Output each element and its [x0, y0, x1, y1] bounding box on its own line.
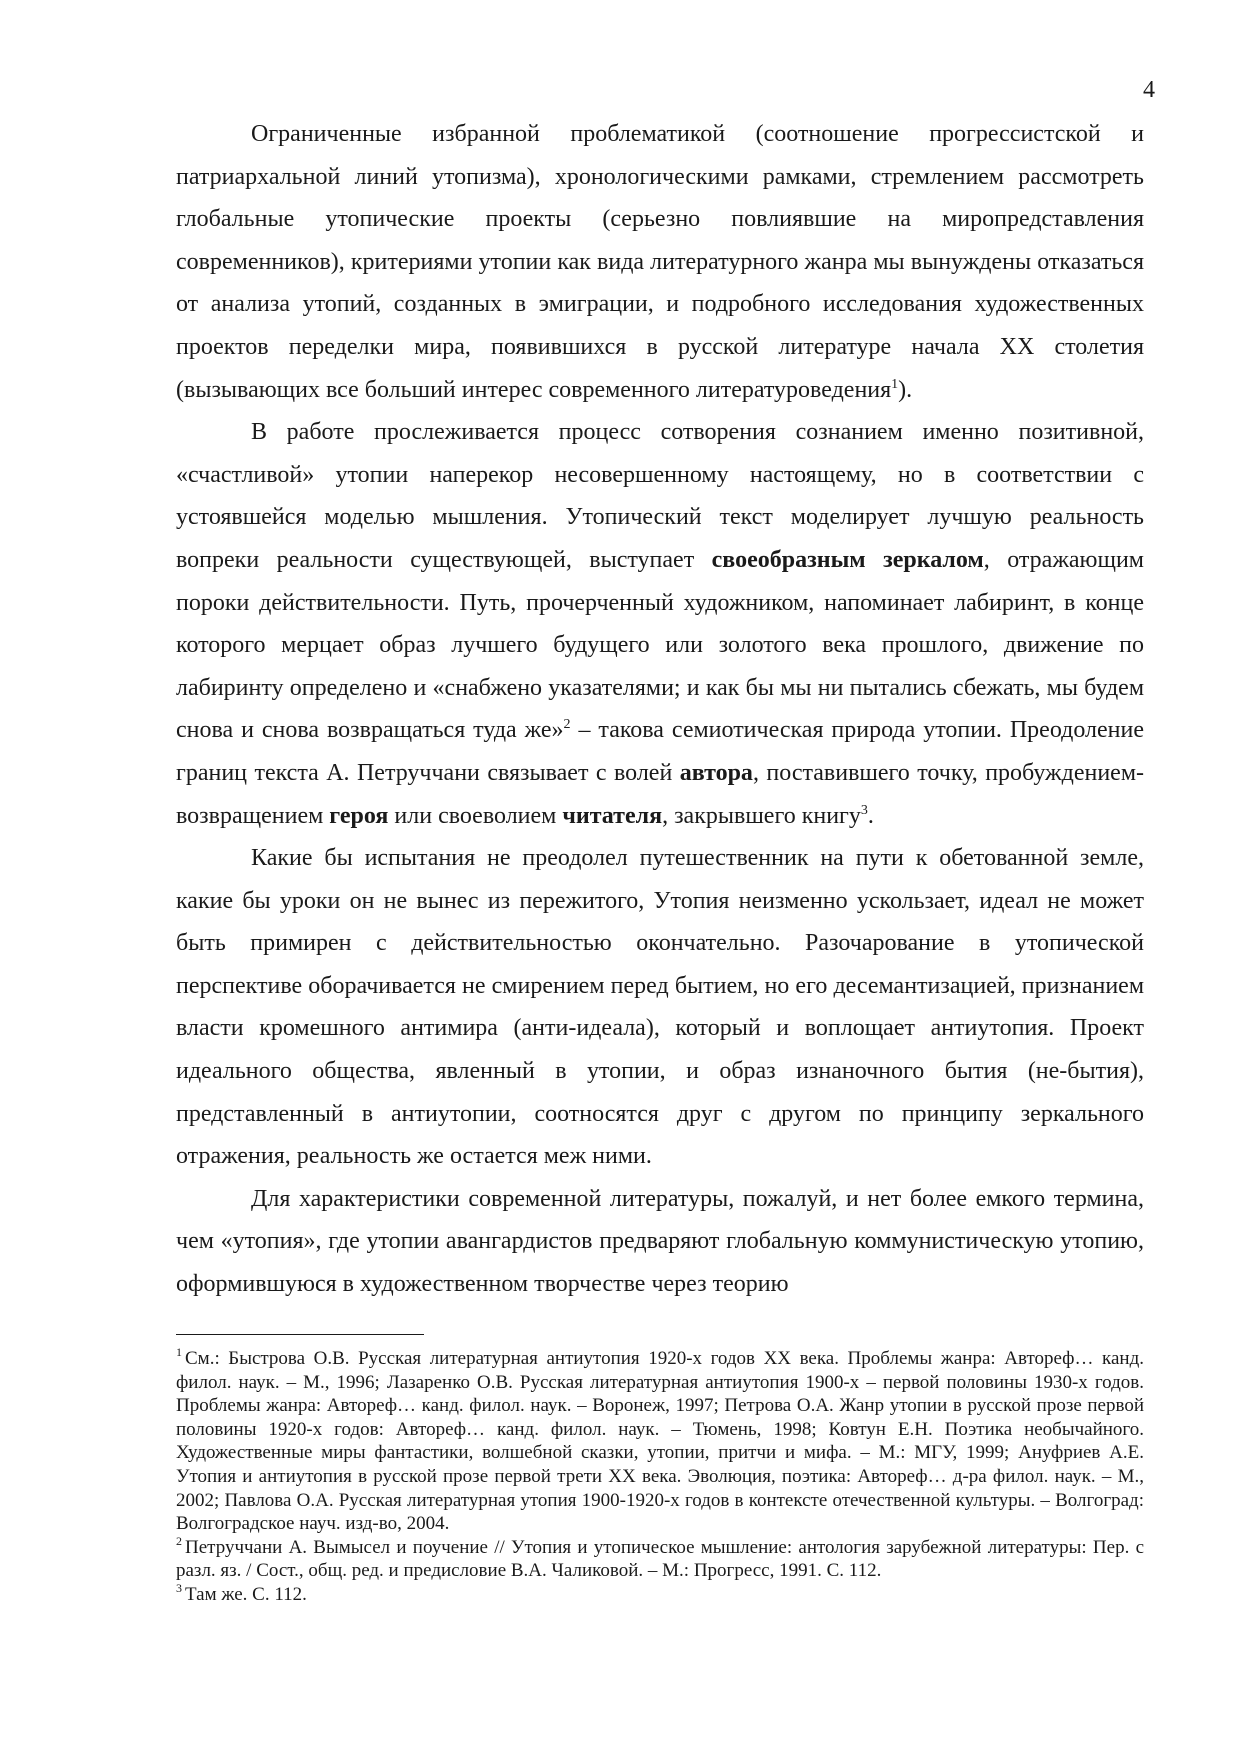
paragraph-2-text-h: или своеволием	[388, 802, 563, 829]
paragraph-4: Для характеристики современной литературы, пожалуй, и нет более емкого термина, чем «утопия», где утопии авангардистов предваряют глобальную коммунистическую утопию, оформившуюся в художественном творчестве через теорию	[176, 1185, 1144, 1298]
footnote-text: Петруччани А. Вымысел и поучение // Утопия и утопическое мышление: антология зарубежной литературы: Пер. с разл. яз. / Сост., общ. ред. и предисловие В.А. Чаликовой. – М.: Прогресс, 1991. С. 112.	[176, 1536, 1144, 1582]
paragraph-1-end: ).	[898, 376, 913, 403]
footnote-ref-1: 1	[891, 376, 899, 392]
emphasis-hero: героя	[329, 802, 389, 829]
emphasis-mirror: своеобразным зеркалом	[711, 546, 984, 573]
footnote-ref-3: 3	[860, 802, 868, 818]
paragraph-2-text-a: В работе прослеживается процесс сотворения сознанием именно позитивной, «счастливой» утопии наперекор несовершенному настоящему, но в соответствии с устоявшейся моделью мышления. Утопический текст моделирует лучшую реальность вопреки реальности существующей, выступает	[176, 419, 1144, 573]
footnote-ref-2: 2	[563, 717, 571, 733]
emphasis-author: автора	[679, 759, 753, 786]
page-number: 4	[1143, 77, 1155, 103]
paragraph-2	[176, 411, 1144, 837]
footnote-divider	[176, 1334, 424, 1335]
footnote-number: 3	[176, 1580, 182, 1595]
footnote-3	[176, 1580, 1144, 1607]
main-text	[176, 113, 1144, 1306]
emphasis-reader: читателя	[562, 802, 663, 829]
footnote-2	[176, 1533, 1144, 1583]
paragraph-2-text-f: , поставившего точку, пробуждением-возвращением	[176, 759, 1144, 829]
footnote-number: 2	[176, 1533, 182, 1548]
paragraph-2-text-d: – такова семиотическая природа утопии. Преодоление границ текста А. Петруччани связывает с волей	[176, 717, 1144, 786]
paragraph-2-text-c: , отражающим пороки действительности. Путь, прочерченный художником, напоминает лабиринт, в конце которого мерцает образ лучшего будущего или золотого века прошлого, движение по лабиринту определено и «снабжено указателями; и как бы мы ни пытались сбежать, мы будем снова и снова возвращаться туда же»	[176, 546, 1144, 744]
footnotes	[176, 1347, 1144, 1607]
paragraph-2-text-j: , закрывшего книгу	[662, 802, 861, 829]
paragraph-1-text: Ограниченные избранной проблематикой (соотношение прогрессистской и патриархальной линий утопизма), хронологическими рамками, стремлением рассмотреть глобальные утопические проекты (серьезно повлиявшие на миропредставления современников), критериями утопии как вида литературного жанра мы вынуждены отказаться от анализа утопий, созданных в эмиграции, и подробного исследования художественных проектов переделки мира, появившихся в русской литературе начала XX столетия (вызывающих все больший интерес современного литературоведения	[176, 121, 1144, 403]
footnote-text: См.: Быстрова О.В. Русская литературная антиутопия 1920-х годов XX века. Проблемы жанра: Автореф… канд. филол. наук. – М., 1996; Лазаренко О.В. Русская литературная антиутопия 1900-х – первой половины 1930-х годов. Проблемы жанра: Автореф… канд. филол. наук. – Воронеж, 1997; Петрова О.А. Жанр утопии в русской прозе первой половины 1920-х годов: Автореф… канд. филол. наук. – Тюмень, 1998; Ковтун Е.Н. Поэтика необычайного. Художественные миры фантастики, волшебной сказки, утопии, притчи и мифа. – М.: МГУ, 1999; Ануфриев А.Е. Утопия и антиутопия в русской прозе первой трети XX века. Эволюция, поэтика: Автореф… д-ра филол. наук. – М., 2002; Павлова О.А. Русская литературная утопия 1900-1920-х годов в контексте отечественной культуры. – Волгоград: Волгоградское науч. изд-во, 2004.	[176, 1348, 1144, 1535]
paragraph-1	[176, 113, 1144, 411]
paragraph-2-end: .	[867, 802, 874, 829]
footnote-text: Там же. С. 112.	[185, 1583, 307, 1605]
footnote-number: 1	[176, 1345, 182, 1359]
paragraph-3: Какие бы испытания не преодолел путешественник на пути к обетованной земле, какие бы уроки он не вынес из пережитого, Утопия неизменно ускользает, идеал не может быть примирен с действительностью окончательно. Разочарование в утопической перспективе оборачивается не смирением перед бытием, но его десемантизацией, признанием власти кромешного антимира (анти-идеала), который и воплощает антиутопия. Проект идеального общества, явленный в утопии, и образ изнаночного бытия (не-бытия), представленный в антиутопии, соотносятся друг с другом по принципу зеркального отражения, реальность же остается меж ними.	[176, 845, 1144, 1170]
footnote-1	[176, 1347, 1144, 1536]
